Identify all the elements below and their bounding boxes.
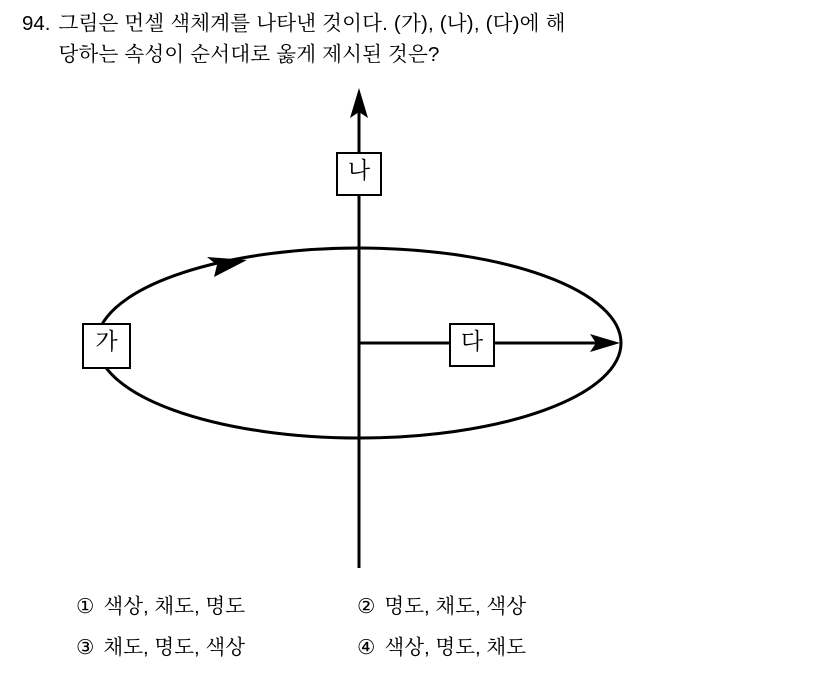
choice-2[interactable] <box>357 592 526 621</box>
choice-1[interactable] <box>76 592 357 621</box>
choice-3-text: 채도, 명도, 색상 <box>103 636 245 659</box>
choice-4[interactable] <box>357 633 526 662</box>
figure-label-da: 다 <box>449 323 495 367</box>
choice-2-mark: ② <box>357 595 376 618</box>
choice-4-text: 색상, 명도, 채도 <box>384 636 526 659</box>
choice-2-text: 명도, 채도, 색상 <box>384 595 526 618</box>
figure-label-na: 나 <box>336 152 382 196</box>
question-line-2: 당하는 속성이 순서대로 옳게 제시된 것은? <box>58 43 440 66</box>
choice-3-mark: ③ <box>76 636 95 659</box>
choice-3[interactable] <box>76 633 357 662</box>
choice-row-2 <box>0 633 826 662</box>
choice-row-1 <box>0 592 826 621</box>
question-text <box>59 8 813 70</box>
answer-choices <box>0 592 826 674</box>
question-number: 94. <box>22 12 51 35</box>
question-line-1: 그림은 먼셀 색체계를 나타낸 것이다. (가), (나), (다)에 해 <box>58 12 566 35</box>
choice-4-mark: ④ <box>357 636 376 659</box>
hue-direction-arrowhead <box>207 257 247 277</box>
question-block <box>22 8 812 70</box>
choice-1-mark: ① <box>76 595 95 618</box>
munsell-color-system-diagram <box>0 80 826 580</box>
choice-1-text: 색상, 채도, 명도 <box>103 595 245 618</box>
figure-label-ga: 가 <box>82 323 131 369</box>
